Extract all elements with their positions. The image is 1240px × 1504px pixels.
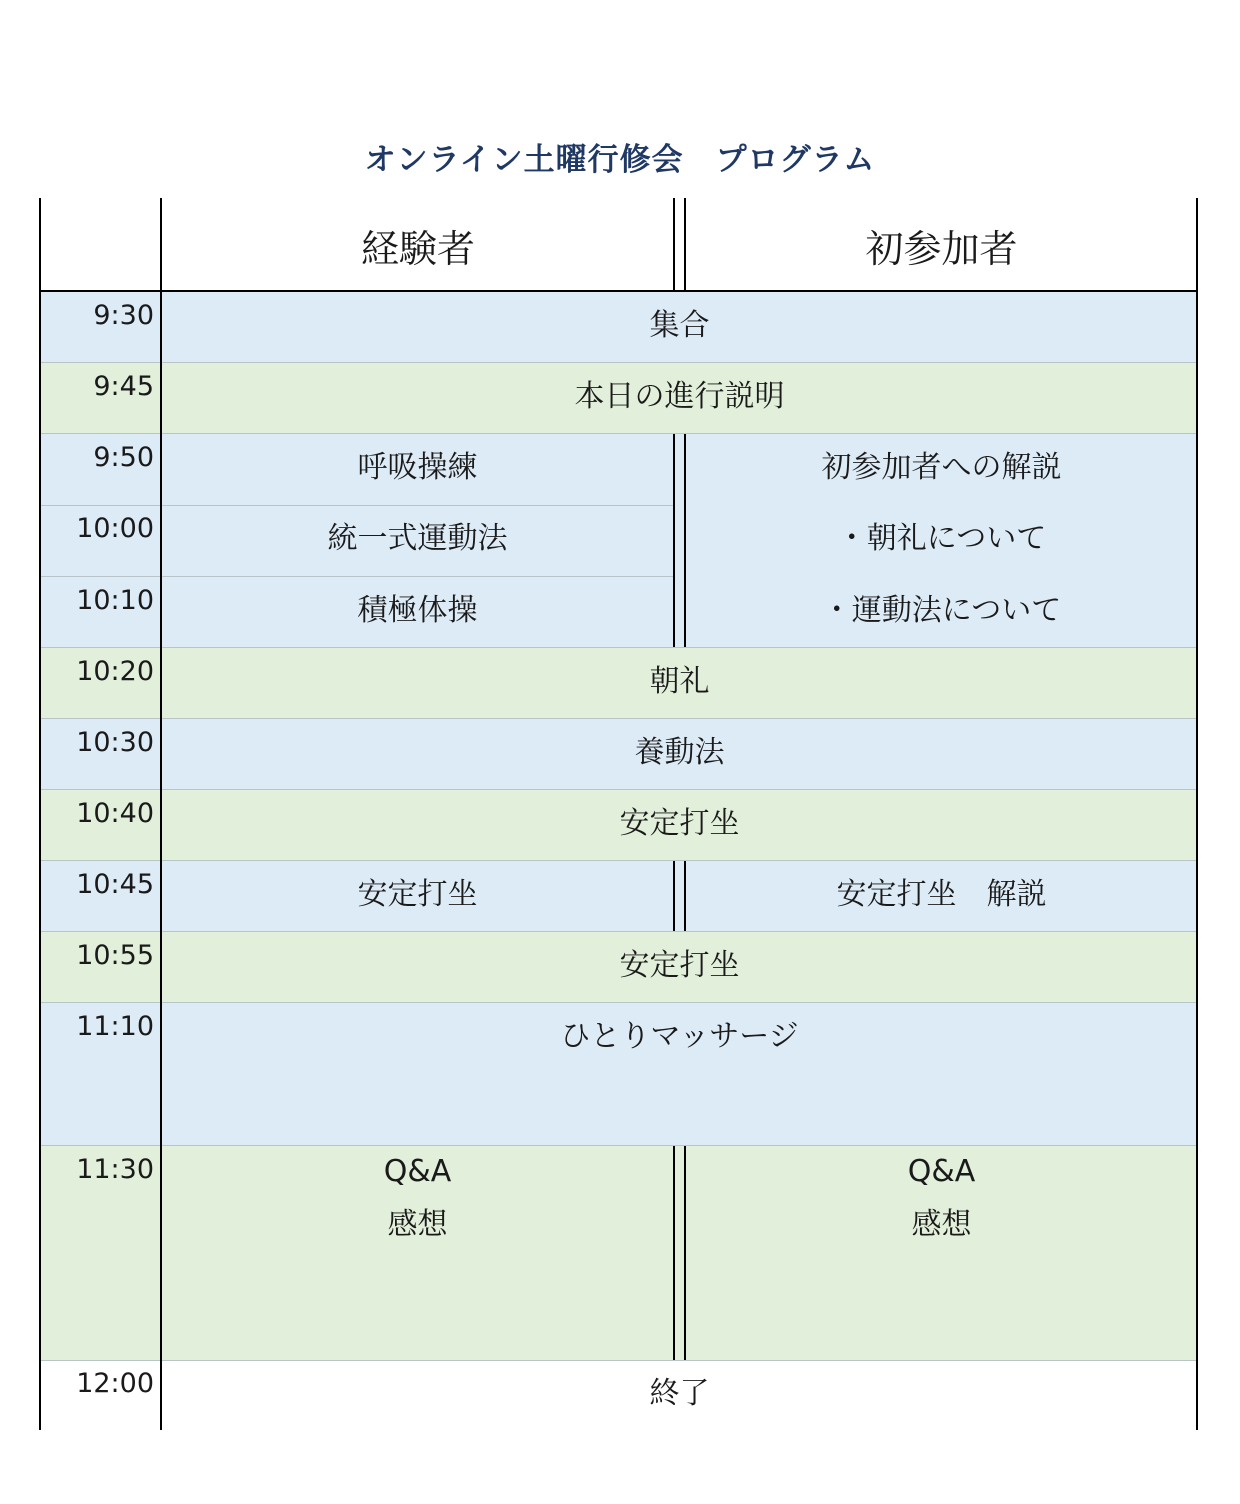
column-divider <box>684 198 686 291</box>
time-label: 10:20 <box>76 656 154 687</box>
column-divider <box>673 434 675 647</box>
time-label: 9:30 <box>93 300 154 331</box>
column-divider <box>673 861 675 931</box>
schedule-item: 安定打坐 <box>619 948 740 983</box>
header-experienced: 経験者 <box>360 227 475 271</box>
time-label: 9:50 <box>93 442 154 473</box>
newcomer-item: 感想 <box>911 1207 972 1242</box>
time-label: 10:00 <box>76 513 154 544</box>
schedule-item: 終了 <box>649 1376 710 1411</box>
time-label: 9:45 <box>93 371 154 402</box>
column-divider <box>673 1146 675 1360</box>
experienced-item: 呼吸操練 <box>357 450 478 485</box>
schedule-item: 養動法 <box>634 735 725 770</box>
experienced-item: 安定打坐 <box>357 877 478 912</box>
time-label: 10:55 <box>76 940 154 971</box>
schedule-item: ひとりマッサージ <box>560 1019 799 1054</box>
time-label: 11:10 <box>76 1011 154 1042</box>
column-divider <box>673 198 675 291</box>
experienced-item: 積極体操 <box>357 593 478 628</box>
header-newcomer: 初参加者 <box>865 227 1018 271</box>
time-label: 10:40 <box>76 798 154 829</box>
schedule-item: 本日の進行説明 <box>574 379 785 414</box>
newcomer-item: ・運動法について <box>821 593 1062 628</box>
experienced-item: 感想 <box>387 1207 448 1242</box>
time-label: 10:10 <box>76 585 154 616</box>
newcomer-item: 初参加者への解説 <box>821 450 1062 485</box>
time-label: 11:30 <box>76 1154 154 1185</box>
schedule-item: 朝礼 <box>649 664 710 699</box>
schedule-item: 集合 <box>649 308 710 343</box>
page-title: オンライン土曜行修会 プログラム <box>364 142 876 178</box>
experienced-item: 統一式運動法 <box>327 521 508 556</box>
experienced-item: Q&A <box>383 1154 452 1189</box>
time-label: 10:30 <box>76 727 154 758</box>
newcomer-item: 安定打坐 解説 <box>836 877 1047 912</box>
newcomer-item: Q&A <box>907 1154 976 1189</box>
time-label: 12:00 <box>76 1368 154 1399</box>
schedule-item: 安定打坐 <box>619 806 740 841</box>
time-label: 10:45 <box>76 869 154 900</box>
newcomer-item: ・朝礼について <box>836 521 1047 556</box>
